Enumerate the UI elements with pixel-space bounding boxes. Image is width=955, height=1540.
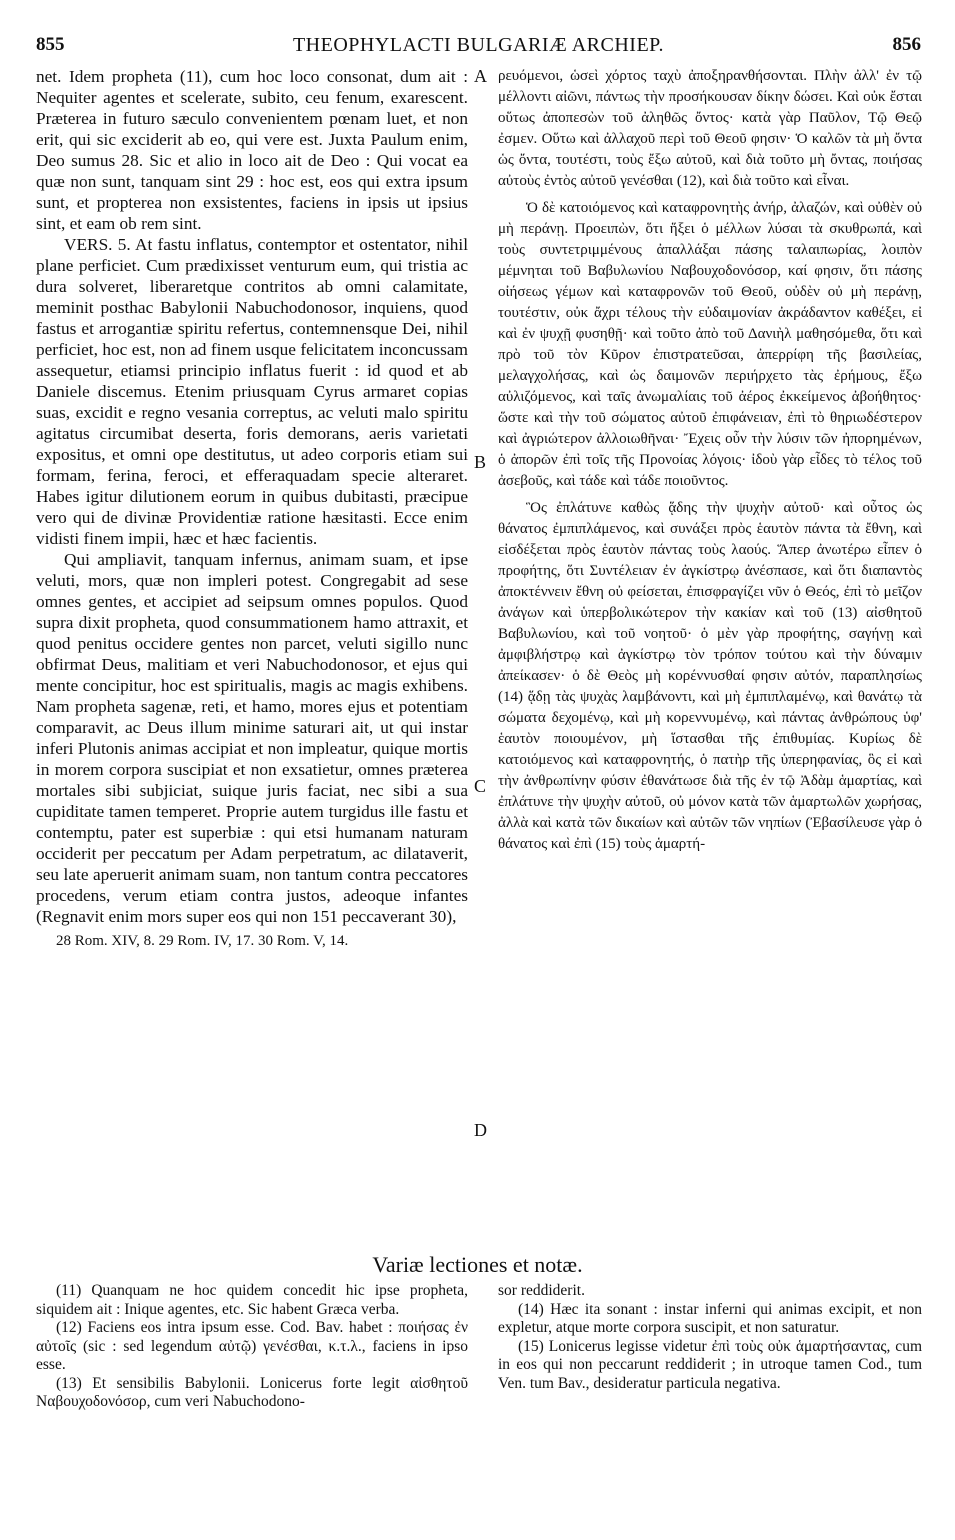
- variae-heading: Variæ lectiones et notæ.: [372, 1252, 583, 1277]
- note-12: (12) Faciens eos intra ipsum esse. Cod. Bav. habet : ποιήσας ἐν αὐτοῖς (sic : sed legendum αὐτῷ) γενέσθαι, κ.τ.λ., faciens in ipso esse.: [36, 1319, 468, 1373]
- margin-letter-c: C: [474, 776, 487, 796]
- greek-paragraph-2: Ὁ δὲ κατοιόμενος καὶ καταφρονητὴς ἀνήρ, ἀλαζών, καὶ οὐθὲν οὐ μὴ περάνῃ. Προειπὼν, ὅτι ἥξει ὁ μέλλων λύσαι τὰ σκυθρωπά, καὶ τοὺς συντετριμμένους ἀπαλλάξαι πάσης ταλαιπωρίας, λοιπὸν μέμνηται τοῦ Βαβυλωνίου Ναβουχοδονόσορ, καί φησιν, ὅτι πάσης οἰήσεως γέμων καὶ καταφρονῶν τοῦ Θεοῦ, οὐδὲν οὐ μὴ περάνῃ, τουτέστιν, οὐκ ἄχρι τέλους τὴν εὐδαιμονίαν ἀκράδαντον καθέξει, εἰ καὶ ἐν ψυχῇ φυσηθῇ· καὶ τοῦτο ἀπὸ τοῦ Δανιὴλ μαθησόμεθα, ὅτι καὶ πρὸ τοῦ τὸν Κῦρον ἐπιστρατεῦσαι, ἀπερρίφη τῆς βασιλείας, μελαγχολήσας, καὶ ὡς δαιμονῶν περιήρχετο τὰς ἐρήμους, ἔξω αὐλιζόμενος, καὶ ταῖς ἀνωμαλίαις τοῦ ἀέρος ἐκκείμενος ἀβοήθητος· ὥστε καὶ τὴν τοῦ σώματος αὐτοῦ ἐπιφάνειαν, ἐπὶ τὸ θηριωδέστερον καὶ ἀγριώτερον ἀλλοιωθῆναι· Ἔχεις οὖν τὴν λύσιν τῶν ἠπορημένων, ὁ ἀπορῶν ἐπὶ τοῖς τῆς Προνοίας λόγοις· ἰδοὺ γὰρ εἶδες τὸ τέλος τοῦ ἀσεβοῦς, καὶ τάδε καὶ τάδε ποιοῦντος.: [498, 200, 922, 489]
- margin-letter-d: D: [474, 1120, 487, 1140]
- greek-paragraph-3: Ὃς ἐπλάτυνε καθὼς ᾅδης τὴν ψυχὴν αὐτοῦ· καὶ οὗτος ὡς θάνατος ἐμπιπλάμενος, καὶ συνάξει πρὸς ἑαυτὸν πάντα τὰ ἔθνη, καὶ εἰσδέξεται πρὸς ἑαυτὸν πάντας τοὺς λαούς. Ἅπερ ἀνωτέρω εἶπεν ὁ προφήτης, ὅτι Συντέλειαν ἐν ἀγκίστρῳ ἀνέσπασε, καὶ ὅτι διαπαντὸς ἀποκτέννειν ἔθνη οὐ φείσεται, ἐπισφραγίζει νῦν ὁ Θεός, ἐπὶ τὸ μεῖζον ἀνάγων καὶ ὑπερβολικώτερον τὴν κακίαν καὶ τοῦ (13) αἰσθητοῦ Βαβυλωνίου, καὶ τοῦ νοητοῦ· ὁ μὲν γὰρ προφήτης, σαγήνῃ καὶ ἀμφιβλήστρῳ καὶ ἀγκίστρῳ τὸν τρόπον τούτου καὶ τὴν δύναμιν ἀπείκασεν· ὁ δὲ Θεὸς μὴ κορέννυσθαί φησιν αὐτόν, παραπλησίως (14) ᾅδῃ τὰς ψυχὰς λαμβάνοντι, καὶ μὴ ἐμπιπλαμένῳ, καὶ θανάτῳ τὰ σώματα δεχομένῳ, καὶ μὴ κορεννυμένῳ, καὶ πάντας ἀνθρώπους ὑφ' ἑαυτὸν ποιουμένον, μὴ ἵστασθαι τῆς ἐπιθυμίας. Κυρίως δὲ κατοιόμενος καὶ καταφρονητής, ὁ πατὴρ τῆς ὑπερηφανίας, ὃς εἰ καὶ τὴν ἀνθρωπίνην φύσιν ἐθανάτωσε διὰ τῆς ἐν τῷ Ἀδὰμ ἁμαρτίας, καὶ ἐπλάτυνε τὴν ψυχὴν αὐτοῦ, οὐ μόνον κατὰ τῶν ἁμαρτωλῶν χωρήσας, ἀλλὰ καὶ κατὰ τῶν δικαίων καὶ αὐτῶν τῶν νηπίων (Ἐβασίλευσε γὰρ ὁ θάνατος καὶ ἐπὶ (15) τοὺς ἁμαρτή-: [498, 500, 922, 852]
- note-13: (13) Et sensibilis Babylonii. Lonicerus forte legit αἰσθητοῦ Ναβουχοδονόσορ, cum veri Nabuchodono-: [36, 1374, 468, 1410]
- variae-notes-left: [36, 1282, 468, 1412]
- note-14: (14) Hæc ita sonant : instar inferni qui animas excipit, et non expletur, atque morte corpora suscipit, et non saturatur.: [498, 1300, 922, 1336]
- left-page-number: 855: [36, 34, 65, 55]
- latin-paragraph-2: VERS. 5. At fastu inflatus, contemptor et ostentator, nihil plane perficiet. Cum prædixisset venturum eum, qui tristia ac dura solveret, liberaretque contritos ab omni calamitate, meminit posthac Babylonii Nabuchodonosor, inquiens, quod fastus et arrogantiæ spiritu refertus, contemnensque Dei, nihil perficiet, hoc est, non ad finem usque felicitatem inconcussam assequetur, etiamsi principio inflatus fuerit : id quod et ab Daniele discemus. Etenim priusquam Cyrus armaret copias suas, excidit e regno vesania correptus, ac veluti malo spiritu agitatus circumibat deserta, foris demorans, aeris varietati expositus, et omni ope destitutus, ut adeo corporis etiam sui formam, ferina, feroci, et efferaquadam specie alteraret. Habes igitur dilutionem eorum in quibus dubitasti, præcipue vero qui de divinæ Providentiæ ratione hæsitasti. Ecce enim vidisti finem impii, hæc et hæc facientis.: [36, 235, 468, 548]
- latin-paragraph-1: net. Idem propheta (11), cum hoc loco consonat, dum ait : Nequiter agentes et scelerate, subito, ceu fenum, exarescent. Præterea in futuro sæculo convenientem pœnam luet, et non erit, qui sic exciderit ab eo, qui vere est. Juxta Paulum enim, Deo sumus 28. Sic et alio in loco ait de Deo : Qui vocat ea quæ non sunt, tanquam sint 29 : hoc est, eos qui extra ipsum sunt, et propterea non exsistentes, faciens in ipsis ut ipsius sint, et eam ob rem sint.: [36, 67, 468, 233]
- latin-column: [36, 66, 468, 952]
- greek-column: [498, 66, 922, 855]
- note-11: (11) Quanquam ne hoc quidem concedit hic ipse propheta, siquidem ait : Inique agentes, etc. Sic habent Græca verba.: [36, 1282, 468, 1318]
- note-13-continued: sor reddiderit.: [498, 1282, 585, 1299]
- margin-letter-b: B: [474, 452, 487, 472]
- greek-paragraph-1: ρευόμενοι, ὡσεὶ χόρτος ταχὺ ἀποξηρανθήσονται. Πλὴν ἀλλ' ἐν τῷ μέλλοντι αἰῶνι, πάντως τὴν προσήκουσαν δίκην δώσει. Καὶ οὐκ ἔσται οὕτως ἀποπεσὼν τοῦ ἀληθῶς ὄντος· κατὰ γὰρ Παῦλον, Τῷ Θεῷ ἐσμεν. Οὕτω καὶ ἀλλαχοῦ περὶ τοῦ Θεοῦ φησιν· Ὁ καλῶν τὰ μὴ ὄντα ὡς ὄντα, τουτέστι, τοὺς ἔξω αὐτοῦ, καὶ διὰ τοῦτο μὴ ὄντας, ποιήσας αὐτοὺς ἐντὸς αὐτοῦ γενέσθαι (12), καὶ διὰ τοῦτο καὶ εἶναι.: [498, 68, 922, 189]
- page-header: [36, 34, 921, 62]
- note-15: (15) Lonicerus legisse videtur ἐπὶ τοὺς οὐκ ἁμαρτήσαντας, cum in eos qui non peccarunt reddiderit ; in utroque tamen Cod., tum Ven. tum Bav., desideratur particula negativa.: [498, 1337, 922, 1392]
- right-page-number: 856: [892, 34, 921, 55]
- latin-paragraph-3: Qui ampliavit, tanquam infernus, animam suam, et ipse veluti, mors, quæ non impleri potest. Congregabit ad sese omnes gentes, et accipiet ad seipsum omnes populos. Quod supra dixit propheta, quod consummationem hamo attraxit, et quod penitus occidere gentes non parcet, veluti sigillo nunc obfirmat Deus, malitiam et veri Nabuchodonosor, et ejus qui mente concipitur, hoc est spiritualis, magis ac magis exhibens. Nam propheta sagenæ, reti, et hamo, mores ejus et potentiam comparavit, ac Deus illum minime saturari ait, ut qui instar inferi Plutonis animas accipiat et non impleatur, quique mortis in morem corpora suscipiat et non exsatietur, omnes præterea mortales sibi subjiciat, suique juris faciat, nec sibi a sua cupiditate tamen temperet. Proprie autem turgidus ille fastu et contemptu, pater est superbiæ : qui etsi humanam naturam occiderit per peccatum per Adam perpetratum, ac dilataverit, seu late aperuerit animam suam, non tantum contra peccatores procedens, verum etiam contra justos, adeoque infantes (Regnavit enim mors super eos qui non 151 peccaverant 30),: [36, 550, 468, 926]
- margin-letter-a: A: [474, 66, 487, 86]
- running-title: THEOPHYLACTI BULGARIÆ ARCHIEP.: [292, 34, 665, 56]
- latin-footnotes: 28 Rom. XIV, 8. 29 Rom. IV, 17. 30 Rom. V, 14.: [56, 933, 349, 949]
- variae-notes-right: [498, 1282, 922, 1393]
